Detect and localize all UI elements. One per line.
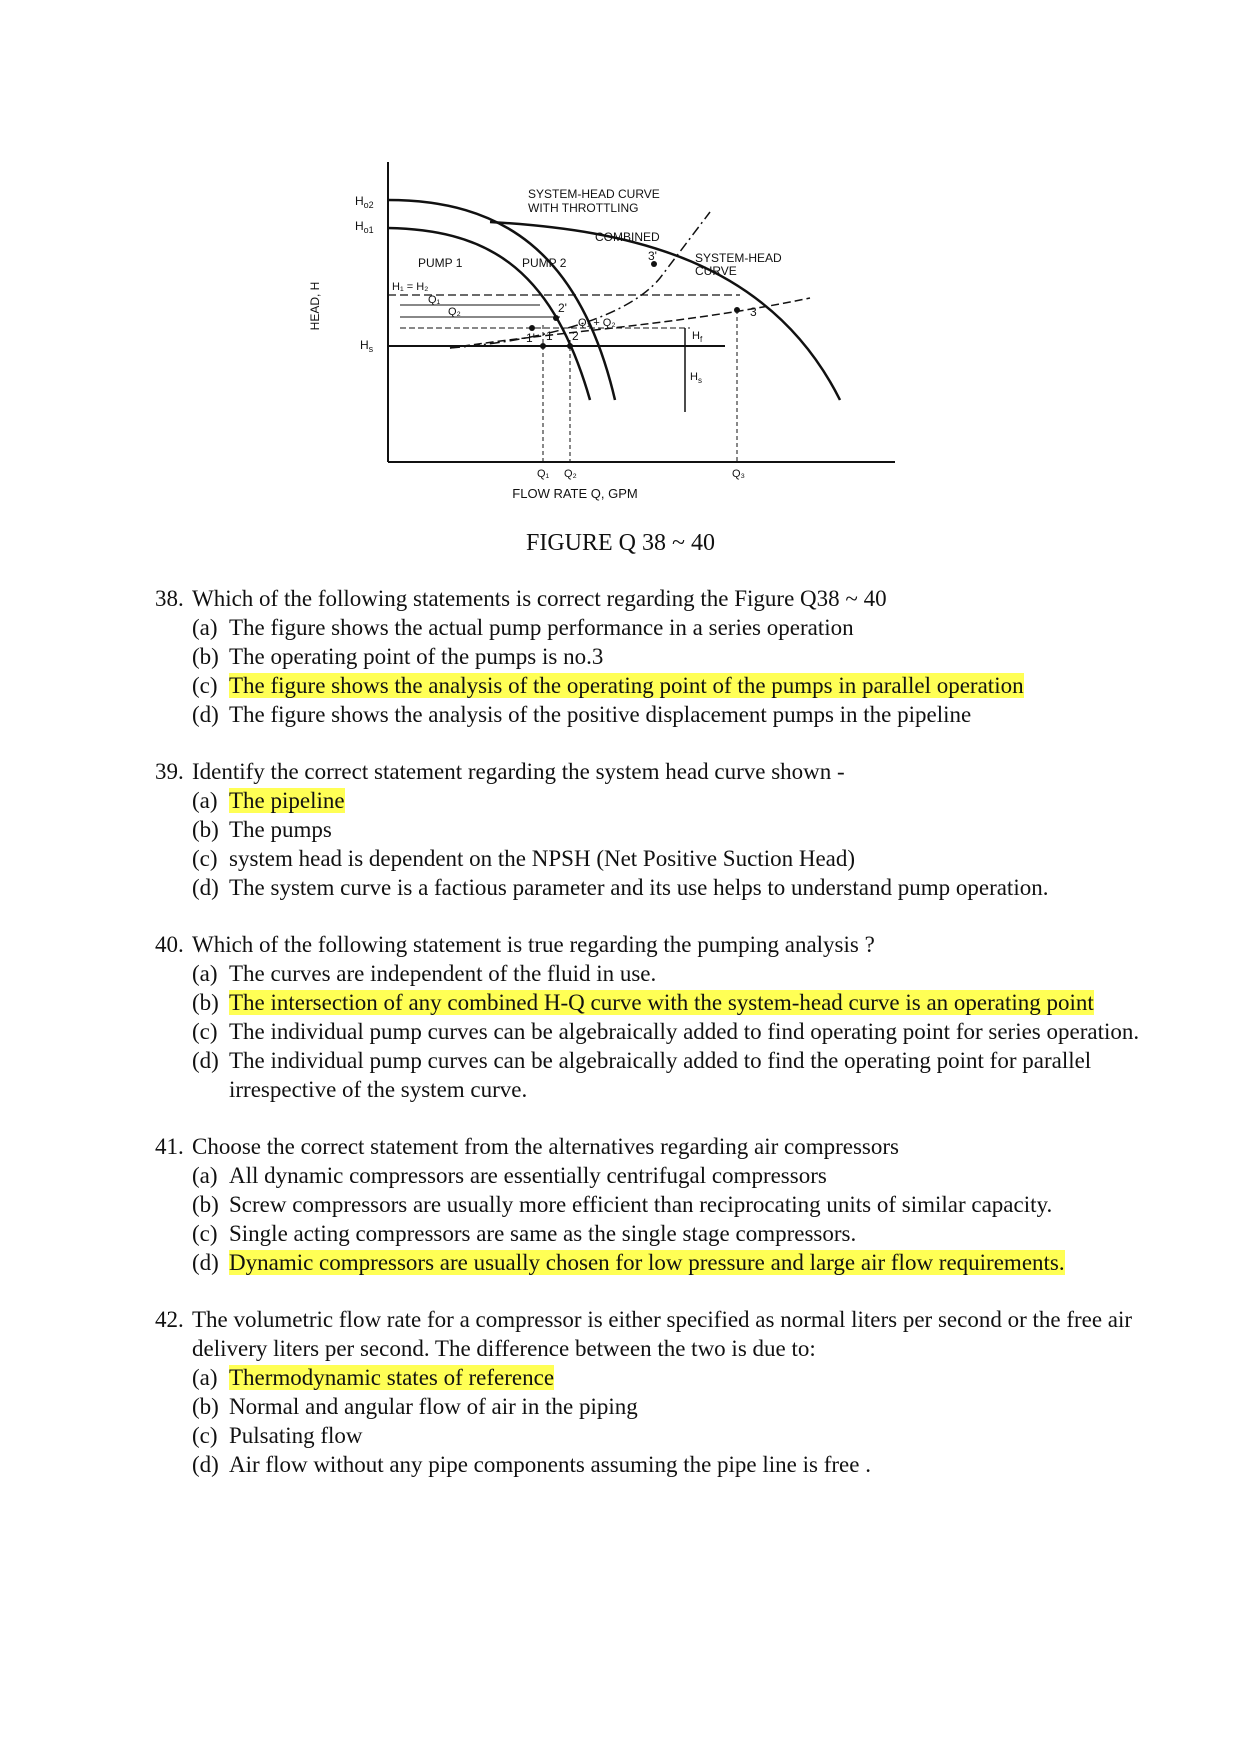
y-axis-label: HEAD, H — [308, 281, 322, 331]
option-label: (a) — [192, 788, 218, 813]
answer-option — [155, 671, 1155, 700]
option-label: (b) — [192, 1192, 219, 1217]
q1-label: Q₁ — [428, 294, 441, 306]
option-text-highlighted: Dynamic compressors are usually chosen for low pressure and large air flow requirements. — [229, 1250, 1065, 1275]
option-text: Pulsating flow — [229, 1423, 363, 1448]
answer-option — [155, 844, 1155, 873]
answer-option — [155, 1450, 1155, 1479]
option-label: (a) — [192, 1365, 218, 1390]
question-stem — [155, 1132, 1155, 1161]
x-q1-label: Q₁ — [537, 468, 550, 480]
option-label: (d) — [192, 875, 219, 900]
option-text: Screw compressors are usually more efficient than reciprocating units of similar capacity. — [229, 1192, 1053, 1217]
figure-caption: FIGURE Q 38 ~ 40 — [526, 530, 715, 556]
question — [155, 1132, 1155, 1277]
answer-option — [155, 613, 1155, 642]
option-label: (b) — [192, 1394, 219, 1419]
q2-label: Q₂ — [448, 306, 461, 318]
question-list — [155, 584, 1155, 1507]
answer-option — [155, 873, 1155, 902]
answer-option — [155, 1248, 1155, 1277]
x-q2-label: Q₂ — [564, 468, 577, 480]
option-text: The curves are independent of the fluid in use. — [229, 961, 657, 986]
combined-label: COMBINED — [595, 230, 660, 244]
option-text: The system curve is a factious parameter and its use helps to understand pump operation. — [229, 875, 1049, 900]
option-text-highlighted: The intersection of any combined H-Q curve with the system-head curve is an operating point — [229, 990, 1094, 1015]
combined-curve — [490, 222, 840, 400]
option-text: The individual pump curves can be algebraically added to find the operating point for parallel irrespective of the system curve. — [229, 1048, 1092, 1102]
pt3-label: 3 — [750, 305, 757, 319]
option-label: (c) — [192, 1019, 218, 1044]
question-stem — [155, 757, 1155, 786]
option-label: (a) — [192, 615, 218, 640]
option-label: (c) — [192, 846, 218, 871]
answer-option — [155, 1219, 1155, 1248]
question — [155, 1305, 1155, 1479]
answer-option — [155, 1017, 1155, 1046]
option-label: (d) — [192, 1452, 219, 1477]
option-text: Normal and angular flow of air in the piping — [229, 1394, 638, 1419]
pt2p-label: 2' — [558, 301, 567, 315]
question-number: 41. — [155, 1134, 184, 1159]
pump-curve-figure — [308, 150, 930, 510]
option-label: (a) — [192, 1163, 218, 1188]
system-head-label-2: CURVE — [695, 264, 737, 278]
question-text: Which of the following statements is correct regarding the Figure Q38 ~ 40 — [192, 586, 887, 611]
x-q3-label: Q₃ — [732, 468, 746, 480]
pt1-label: 1 — [546, 329, 553, 343]
hf-label: $H_f$ — [692, 330, 703, 344]
q1q2-label: Q₁ + Q₂ — [578, 317, 616, 329]
option-text-highlighted: The pipeline — [229, 788, 345, 813]
option-text-highlighted: Thermodynamic states of reference — [229, 1365, 555, 1390]
option-label: (c) — [192, 1221, 218, 1246]
option-text: Single acting compressors are same as the single stage compressors. — [229, 1221, 857, 1246]
question-stem — [155, 584, 1155, 613]
answer-option — [155, 642, 1155, 671]
answer-option — [155, 1161, 1155, 1190]
option-text: The operating point of the pumps is no.3 — [229, 644, 604, 669]
pt2-label: 2 — [572, 329, 579, 343]
pump2-label: PUMP 2 — [522, 256, 567, 270]
option-text: Air flow without any pipe components assuming the pipe line is free . — [229, 1452, 871, 1477]
answer-option — [155, 959, 1155, 988]
point-3 — [734, 307, 740, 313]
option-label: (b) — [192, 817, 219, 842]
option-text-highlighted: The figure shows the analysis of the operating point of the pumps in parallel operation — [229, 673, 1024, 698]
option-label: (d) — [192, 702, 219, 727]
option-text: The figure shows the analysis of the positive displacement pumps in the pipeline — [229, 702, 972, 727]
question-number: 40. — [155, 932, 184, 957]
option-text: The individual pump curves can be algebraically added to find operating point for series operation. — [229, 1019, 1140, 1044]
answer-option — [155, 786, 1155, 815]
answer-option — [155, 1190, 1155, 1219]
option-label: (b) — [192, 990, 219, 1015]
option-label: (c) — [192, 673, 218, 698]
throttling-label-2: WITH THROTTLING — [528, 201, 639, 215]
pt1p-label: 1' — [526, 331, 535, 345]
point-1 — [540, 343, 546, 349]
question-text: The volumetric flow rate for a compressor is either specified as normal liters per second or the free air delivery liters per second. The difference between the two is due to: — [192, 1307, 1133, 1361]
question-text: Choose the correct statement from the alternatives regarding air compressors — [192, 1134, 899, 1159]
hs2-label: $H_s$ — [690, 371, 702, 385]
option-label: (b) — [192, 644, 219, 669]
option-text: The pumps — [229, 817, 332, 842]
question-number: 38. — [155, 586, 184, 611]
pump1-label: PUMP 1 — [418, 256, 463, 270]
question-number: 42. — [155, 1307, 184, 1332]
answer-option — [155, 988, 1155, 1017]
option-text: The figure shows the actual pump performance in a series operation — [229, 615, 854, 640]
option-label: (d) — [192, 1048, 219, 1073]
answer-option — [155, 1421, 1155, 1450]
system-head-label-1: SYSTEM-HEAD — [695, 251, 782, 265]
answer-option — [155, 1046, 1155, 1104]
throttling-label-1: SYSTEM-HEAD CURVE — [528, 187, 660, 201]
question-number: 39. — [155, 759, 184, 784]
question — [155, 930, 1155, 1104]
answer-option — [155, 815, 1155, 844]
h1h2-label: H₁ = H₂ — [392, 281, 429, 293]
option-text: All dynamic compressors are essentially centrifugal compressors — [229, 1163, 827, 1188]
point-2 — [567, 343, 573, 349]
question-stem — [155, 930, 1155, 959]
question-text: Which of the following statement is true regarding the pumping analysis ? — [192, 932, 875, 957]
question-text: Identify the correct statement regarding the system head curve shown - — [192, 759, 845, 784]
question-stem — [155, 1305, 1155, 1363]
question — [155, 757, 1155, 902]
question — [155, 584, 1155, 729]
option-label: (d) — [192, 1250, 219, 1275]
point-2p — [553, 315, 559, 321]
option-label: (c) — [192, 1423, 218, 1448]
x-axis-label: FLOW RATE Q, GPM — [512, 486, 638, 501]
option-label: (a) — [192, 961, 218, 986]
ho2-label: $H_{o2}$ — [355, 194, 374, 210]
answer-option — [155, 700, 1155, 729]
answer-option — [155, 1392, 1155, 1421]
hs-label: $H_s$ — [360, 338, 374, 354]
answer-option — [155, 1363, 1155, 1392]
pt3p-label: 3' — [648, 249, 657, 263]
option-text: system head is dependent on the NPSH (Net Positive Suction Head) — [229, 846, 856, 871]
ho1-label: $H_{o1}$ — [355, 219, 374, 235]
